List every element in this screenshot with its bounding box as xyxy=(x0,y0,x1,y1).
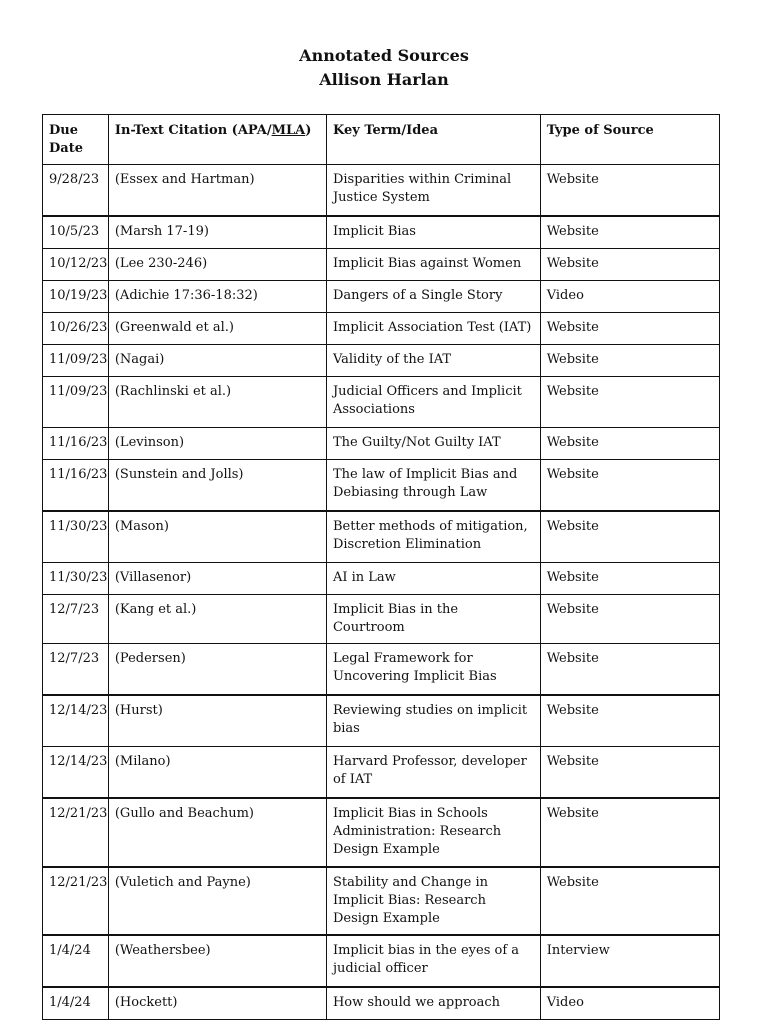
cell-due-date: 11/09/23 xyxy=(43,345,109,377)
table-header xyxy=(43,115,720,165)
cell-key-term: Implicit Bias xyxy=(326,216,540,249)
table-row xyxy=(43,511,720,563)
cell-citation: (Nagai) xyxy=(108,345,326,377)
table-row xyxy=(43,695,720,747)
table-row xyxy=(43,345,720,377)
cell-due-date: 11/30/23 xyxy=(43,511,109,563)
cell-citation: (Rachlinski et al.) xyxy=(108,377,326,428)
cell-citation: (Milano) xyxy=(108,747,326,799)
cell-source-type: Website xyxy=(540,595,719,644)
table-row xyxy=(43,165,720,217)
table-row xyxy=(43,798,720,867)
citation-header-mla: MLA xyxy=(271,123,306,138)
cell-due-date: 12/14/23 xyxy=(43,695,109,747)
cell-source-type: Website xyxy=(540,563,719,595)
document-header xyxy=(0,44,768,92)
cell-due-date: 1/4/24 xyxy=(43,987,109,1020)
table-row xyxy=(43,460,720,512)
column-header-key-term: Key Term/Idea xyxy=(326,115,540,165)
cell-key-term: Legal Framework for Uncovering Implicit Bias xyxy=(326,644,540,696)
column-header-type: Type of Source xyxy=(540,115,719,165)
cell-key-term: Implicit Bias against Women xyxy=(326,249,540,281)
citation-header-prefix: In-Text Citation (APA/ xyxy=(114,123,272,138)
cell-source-type: Website xyxy=(540,249,719,281)
cell-key-term: Dangers of a Single Story xyxy=(326,281,540,313)
cell-citation: (Adichie 17:36-18:32) xyxy=(108,281,326,313)
column-header-due-date: Due Date xyxy=(43,115,109,165)
cell-key-term: How should we approach xyxy=(326,987,540,1020)
cell-key-term: The law of Implicit Bias and Debiasing through Law xyxy=(326,460,540,512)
cell-due-date: 11/16/23 xyxy=(43,428,109,460)
table-row xyxy=(43,249,720,281)
table-row xyxy=(43,216,720,249)
cell-due-date: 11/09/23 xyxy=(43,377,109,428)
cell-due-date: 10/19/23 xyxy=(43,281,109,313)
cell-key-term: Validity of the IAT xyxy=(326,345,540,377)
document-title: Annotated Sources xyxy=(299,46,469,65)
cell-key-term: Implicit Bias in the Courtroom xyxy=(326,595,540,644)
cell-due-date: 10/12/23 xyxy=(43,249,109,281)
cell-due-date: 10/5/23 xyxy=(43,216,109,249)
cell-source-type: Website xyxy=(540,460,719,512)
cell-source-type: Website xyxy=(540,644,719,696)
cell-key-term: Implicit bias in the eyes of a judicial officer xyxy=(326,935,540,987)
cell-source-type: Website xyxy=(540,313,719,345)
sources-table xyxy=(42,114,720,1020)
cell-citation: (Essex and Hartman) xyxy=(108,165,326,217)
cell-due-date: 12/21/23 xyxy=(43,798,109,867)
cell-due-date: 12/7/23 xyxy=(43,595,109,644)
cell-key-term: Disparities within Criminal Justice System xyxy=(326,165,540,217)
cell-source-type: Website xyxy=(540,867,719,935)
cell-citation: (Hurst) xyxy=(108,695,326,747)
table-row xyxy=(43,747,720,799)
cell-key-term: Judicial Officers and Implicit Associations xyxy=(326,377,540,428)
table-row xyxy=(43,644,720,696)
table-header-row xyxy=(43,115,720,165)
cell-source-type: Website xyxy=(540,216,719,249)
cell-source-type: Website xyxy=(540,165,719,217)
column-header-citation xyxy=(108,115,326,165)
cell-due-date: 9/28/23 xyxy=(43,165,109,217)
cell-source-type: Website xyxy=(540,747,719,799)
cell-key-term: Implicit Bias in Schools Administration: Research Design Example xyxy=(326,798,540,867)
table-row xyxy=(43,428,720,460)
cell-key-term: Reviewing studies on implicit bias xyxy=(326,695,540,747)
table-row xyxy=(43,313,720,345)
cell-citation: (Kang et al.) xyxy=(108,595,326,644)
cell-citation: (Villasenor) xyxy=(108,563,326,595)
cell-source-type: Website xyxy=(540,345,719,377)
cell-citation: (Sunstein and Jolls) xyxy=(108,460,326,512)
cell-key-term: Implicit Association Test (IAT) xyxy=(326,313,540,345)
table-row xyxy=(43,377,720,428)
cell-source-type: Website xyxy=(540,695,719,747)
cell-citation: (Levinson) xyxy=(108,428,326,460)
cell-citation: (Marsh 17-19) xyxy=(108,216,326,249)
cell-source-type: Interview xyxy=(540,935,719,987)
cell-citation: (Lee 230-246) xyxy=(108,249,326,281)
table-row xyxy=(43,987,720,1020)
table-row xyxy=(43,935,720,987)
table-row xyxy=(43,595,720,644)
cell-due-date: 11/16/23 xyxy=(43,460,109,512)
cell-key-term: Stability and Change in Implicit Bias: Research Design Example xyxy=(326,867,540,935)
table-row xyxy=(43,281,720,313)
cell-due-date: 12/21/23 xyxy=(43,867,109,935)
cell-source-type: Website xyxy=(540,511,719,563)
cell-source-type: Website xyxy=(540,428,719,460)
cell-key-term: AI in Law xyxy=(326,563,540,595)
cell-key-term: The Guilty/Not Guilty IAT xyxy=(326,428,540,460)
cell-citation: (Greenwald et al.) xyxy=(108,313,326,345)
cell-citation: (Hockett) xyxy=(108,987,326,1020)
cell-source-type: Website xyxy=(540,798,719,867)
cell-due-date: 11/30/23 xyxy=(43,563,109,595)
cell-due-date: 12/7/23 xyxy=(43,644,109,696)
cell-due-date: 10/26/23 xyxy=(43,313,109,345)
cell-source-type: Video xyxy=(540,987,719,1020)
table-row xyxy=(43,563,720,595)
cell-source-type: Video xyxy=(540,281,719,313)
cell-key-term: Better methods of mitigation, Discretion Elimination xyxy=(326,511,540,563)
table-body xyxy=(43,165,720,1020)
cell-citation: (Mason) xyxy=(108,511,326,563)
cell-due-date: 12/14/23 xyxy=(43,747,109,799)
cell-key-term: Harvard Professor, developer of IAT xyxy=(326,747,540,799)
document-author: Allison Harlan xyxy=(319,70,449,89)
cell-citation: (Weathersbee) xyxy=(108,935,326,987)
table-row xyxy=(43,867,720,935)
cell-citation: (Pedersen) xyxy=(108,644,326,696)
cell-source-type: Website xyxy=(540,377,719,428)
cell-due-date: 1/4/24 xyxy=(43,935,109,987)
cell-citation: (Vuletich and Payne) xyxy=(108,867,326,935)
cell-citation: (Gullo and Beachum) xyxy=(108,798,326,867)
citation-header-suffix: ) xyxy=(305,123,312,138)
